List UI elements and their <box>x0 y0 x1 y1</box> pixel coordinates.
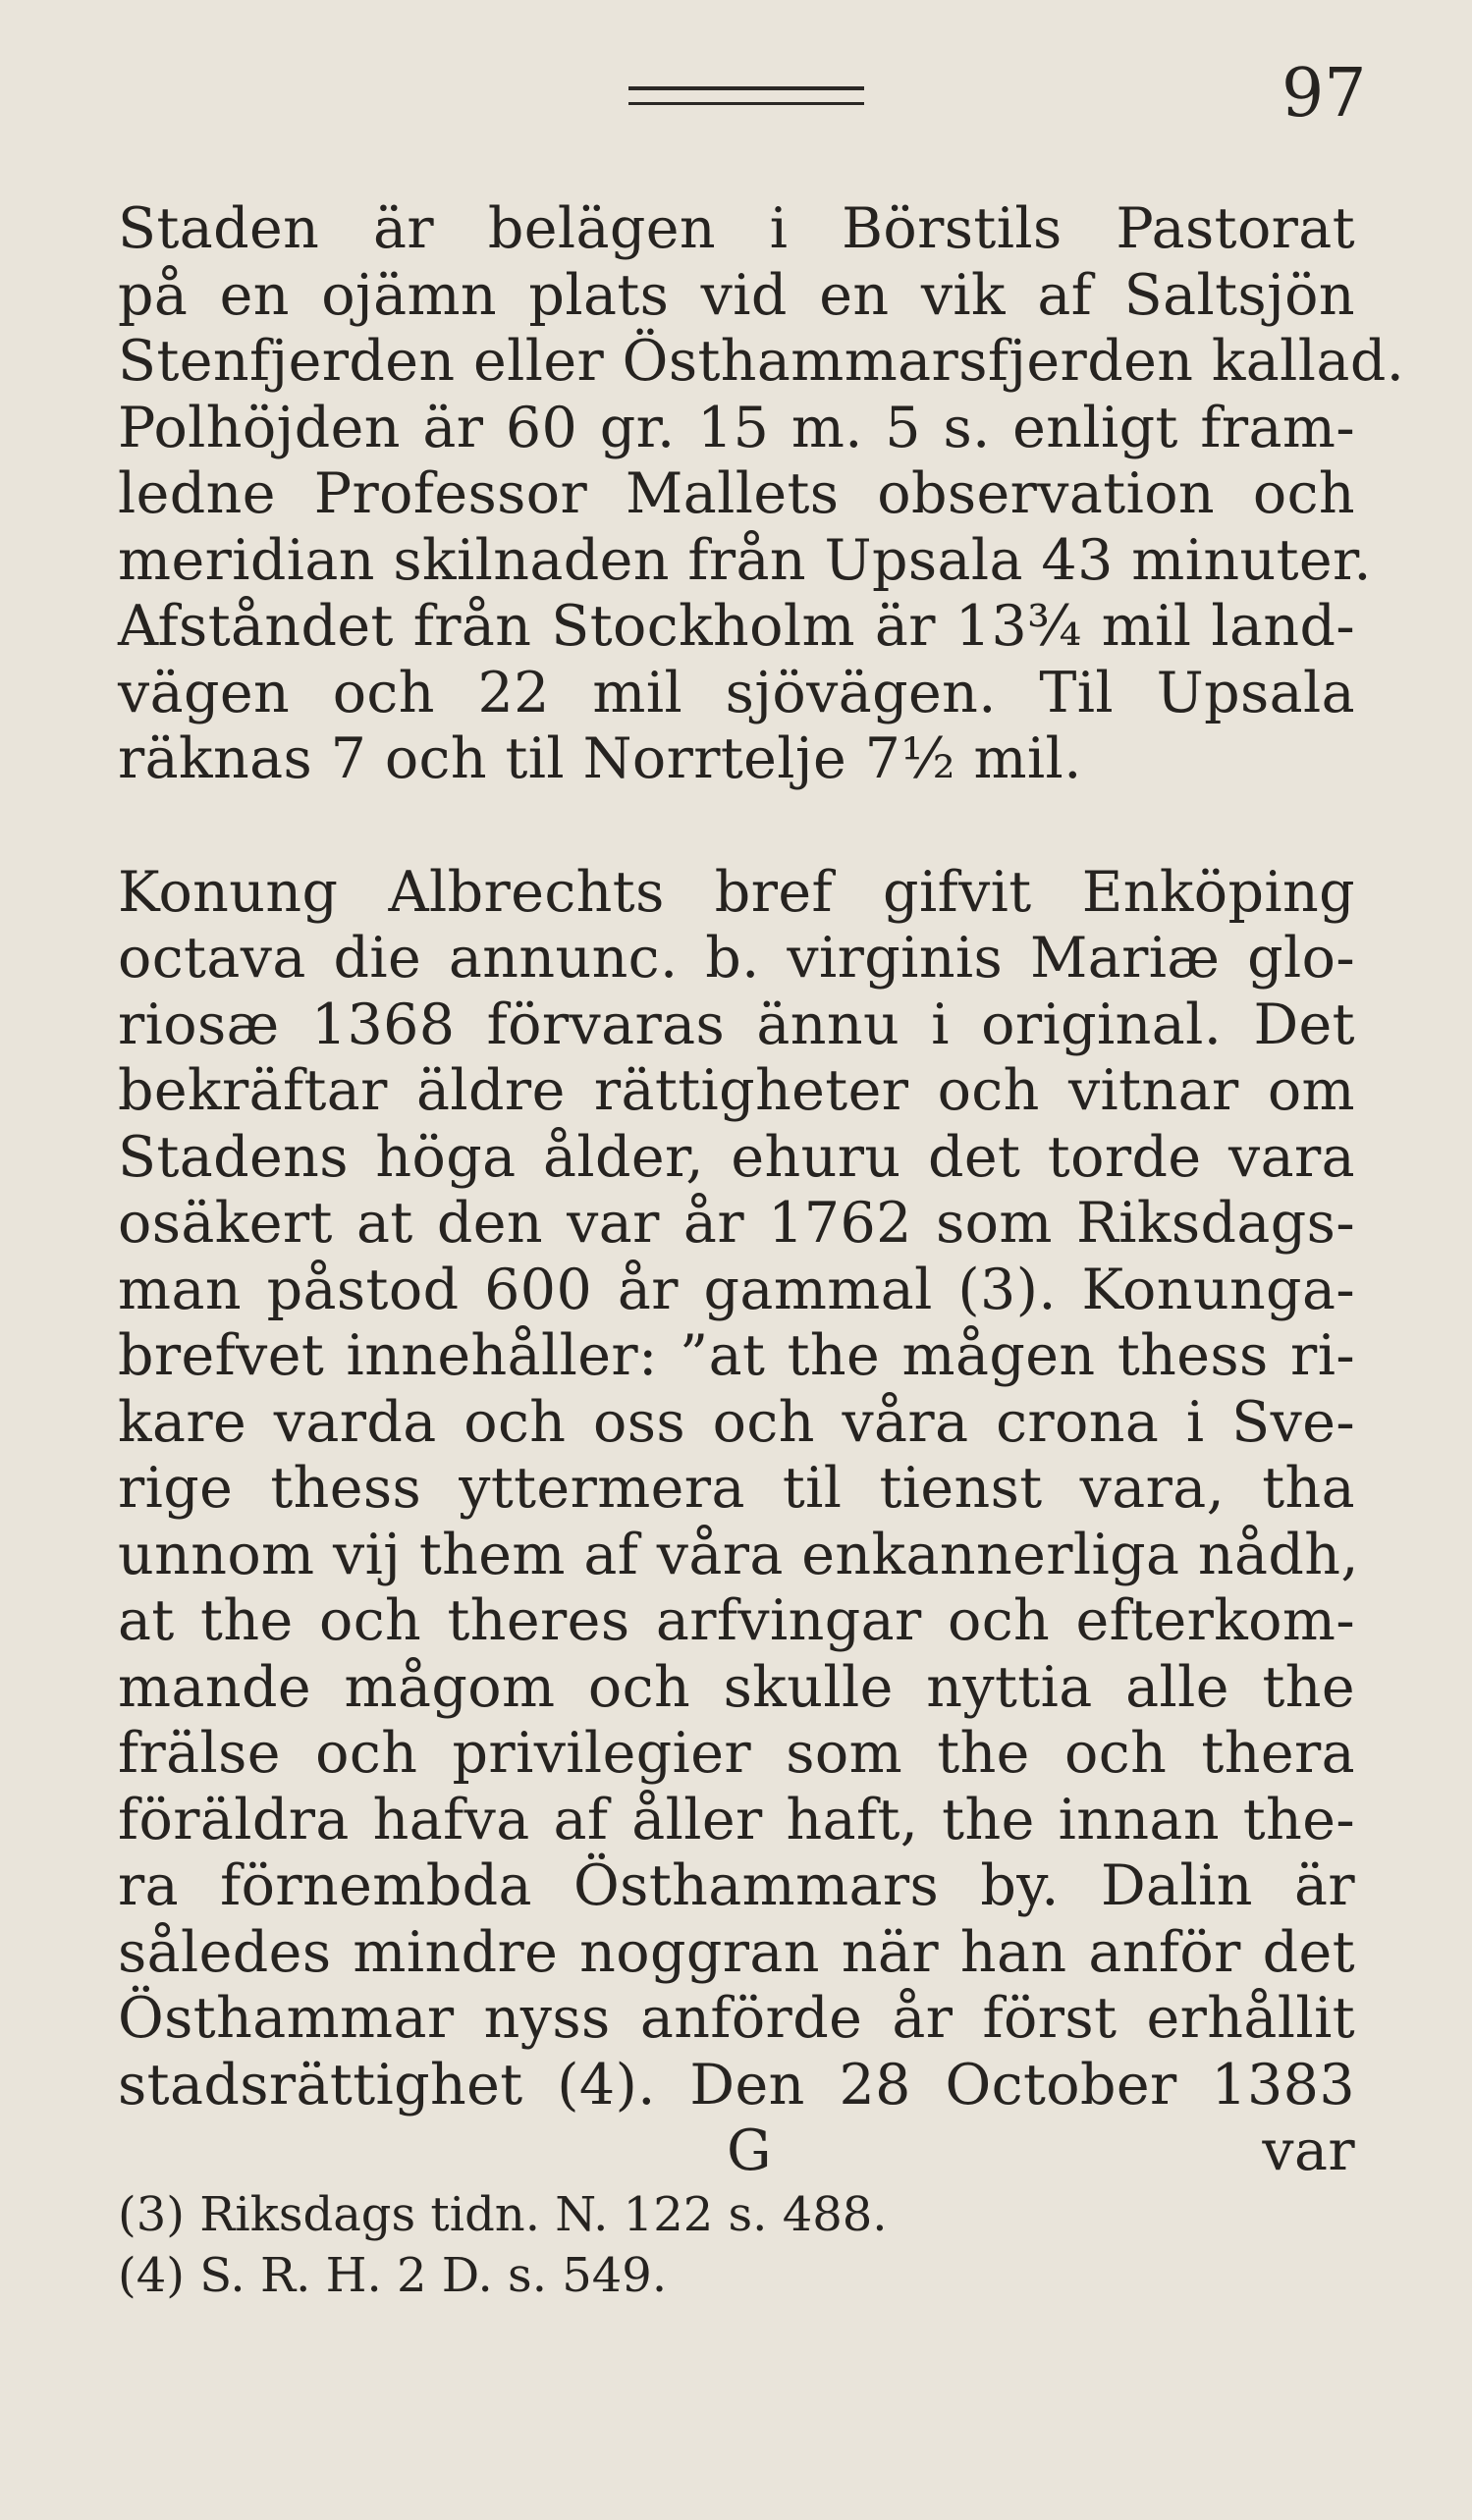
body-text <box>118 196 1405 2185</box>
text-line: räknas 7 och til Norrtelje 7½ mil. <box>118 726 1082 791</box>
page-number: 97 <box>1281 55 1367 133</box>
text-line: ledne Professor Mallets observation och <box>118 461 1355 526</box>
text-line: unnom vij them af våra enkannerliga nådh, <box>118 1522 1359 1587</box>
text-line: meridian skilnaden från Upsala 43 minuter. <box>118 527 1372 593</box>
text-line: på en ojämn plats vid en vik af Saltsjön <box>118 262 1355 328</box>
text-line: Konung Albrechts bref gifvit Enköping <box>118 859 1355 925</box>
text-line: vägen och 22 mil sjövägen. Til Upsala <box>118 660 1355 725</box>
text-line: mande mågom och skulle nyttia alle the <box>118 1654 1355 1720</box>
paragraph-1 <box>118 196 1405 793</box>
header-rule <box>628 86 864 105</box>
text-line: Östhammar nyss anförde år först erhållit <box>118 1986 1355 2051</box>
text-line: bekräftar äldre rättigheter och vitnar om <box>118 1058 1355 1123</box>
text-line: Stenfjerden eller Östhammarsfjerden kallad. <box>118 329 1405 394</box>
text-line: kare varda och oss och våra crona i Sve- <box>118 1389 1355 1455</box>
text-line: föräldra hafva af åller haft, the innan the- <box>118 1787 1355 1852</box>
text-line: brefvet innehåller: ”at the mågen thess ri- <box>118 1323 1355 1388</box>
text-line: octava die annunc. b. virginis Mariæ glo- <box>118 926 1355 991</box>
catchword: var <box>1262 2118 1355 2183</box>
text-line: frälse och privilegier som the och thera <box>118 1721 1355 1786</box>
text-line: Polhöjden är 60 gr. 15 m. 5 s. enligt fram- <box>118 395 1355 460</box>
text-line: ra förnembda Östhammars by. Dalin är <box>118 1853 1355 1918</box>
paragraph-2 <box>118 859 1359 2119</box>
footnote: (3) Riksdags tidn. N. 122 s. 488. <box>118 2187 888 2242</box>
signature-mark: G <box>727 2118 772 2183</box>
text-line: riosæ 1368 förvaras ännu i original. Det <box>118 992 1355 1057</box>
text-line: rige thess yttermera til tienst vara, tha <box>118 1456 1355 1521</box>
footnote: (4) S. R. H. 2 D. s. 549. <box>118 2248 668 2303</box>
text-line: man påstod 600 år gammal (3). Konunga- <box>118 1257 1355 1322</box>
text-line: stadsrättighet (4). Den 28 October 1383 <box>118 2052 1355 2118</box>
text-line: således mindre noggran när han anför det <box>118 1919 1355 1985</box>
text-line: osäkert at den var år 1762 som Riksdags- <box>118 1191 1355 1256</box>
text-line: at the och theres arfvingar och efterkom- <box>118 1588 1355 1653</box>
paragraph-gap <box>118 793 1355 860</box>
text-line: Staden är belägen i Börstils Pastorat <box>118 196 1355 261</box>
signature-row <box>118 2118 1355 2185</box>
footnotes <box>118 2184 1002 2306</box>
text-line: Afståndet från Stockholm är 13¾ mil land- <box>118 594 1355 659</box>
text-line: Stadens höga ålder, ehuru det torde vara <box>118 1124 1355 1190</box>
